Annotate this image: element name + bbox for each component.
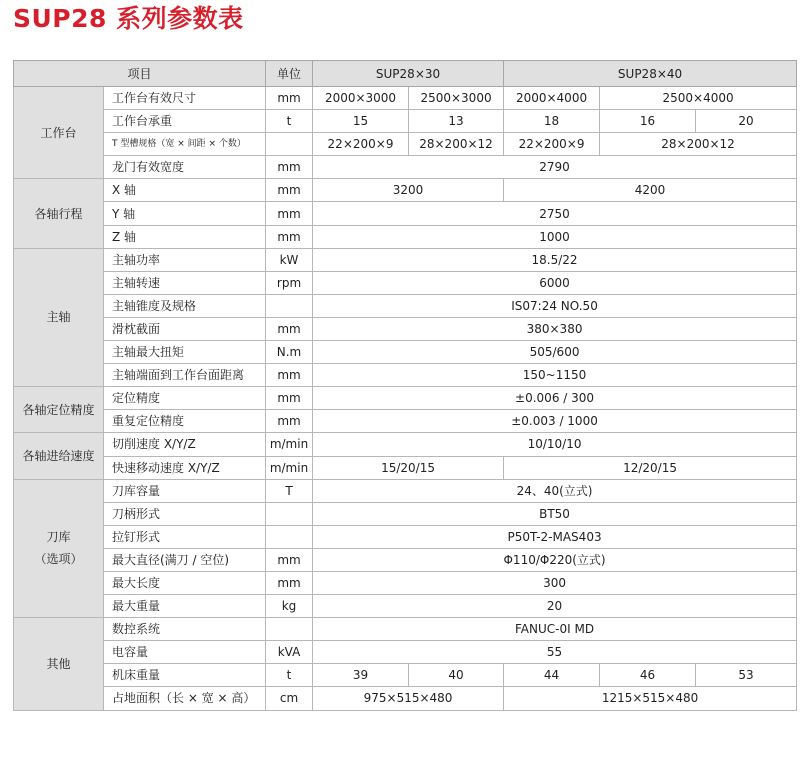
table-row <box>14 456 797 479</box>
row-unit: t <box>266 664 313 687</box>
table-row <box>14 548 797 571</box>
group-tool-magazine-title: 刀库 <box>46 530 71 545</box>
row-unit: mm <box>266 179 313 202</box>
cell-value: 2000×3000 <box>313 87 409 110</box>
row-label: 切削速度 X/Y/Z <box>104 433 266 456</box>
row-unit: T <box>266 479 313 502</box>
row-unit: mm <box>266 548 313 571</box>
row-unit: mm <box>266 156 313 179</box>
table-row <box>14 479 797 502</box>
row-unit: mm <box>266 387 313 410</box>
row-label: 刀柄形式 <box>104 502 266 525</box>
header-unit: 单位 <box>266 61 313 87</box>
table-row <box>14 225 797 248</box>
cell-value: 20 <box>696 110 797 133</box>
row-unit: rpm <box>266 271 313 294</box>
table-row <box>14 664 797 687</box>
spec-table <box>13 60 797 711</box>
row-unit: m/min <box>266 433 313 456</box>
table-row <box>14 525 797 548</box>
row-label: 机床重量 <box>104 664 266 687</box>
header-item: 项目 <box>14 61 266 87</box>
row-unit: mm <box>266 571 313 594</box>
group-worktable: 工作台 <box>14 87 104 179</box>
cell-value: 44 <box>504 664 600 687</box>
row-unit <box>266 133 313 156</box>
group-axis-travel: 各轴行程 <box>14 179 104 248</box>
cell-value: 16 <box>600 110 696 133</box>
table-header-row <box>14 61 797 87</box>
cell-value: 380×380 <box>313 317 797 340</box>
row-unit: kW <box>266 248 313 271</box>
cell-value: IS07:24 NO.50 <box>313 294 797 317</box>
row-unit: mm <box>266 410 313 433</box>
row-label: 主轴锥度及规格 <box>104 294 266 317</box>
row-unit <box>266 525 313 548</box>
row-label: Z 轴 <box>104 225 266 248</box>
table-row <box>14 133 797 156</box>
cell-value: 46 <box>600 664 696 687</box>
row-unit <box>266 618 313 641</box>
table-row <box>14 202 797 225</box>
cell-value: 22×200×9 <box>504 133 600 156</box>
table-row <box>14 179 797 202</box>
cell-value: BT50 <box>313 502 797 525</box>
cell-value: FANUC-0I MD <box>313 618 797 641</box>
cell-value: 300 <box>313 571 797 594</box>
cell-value: 10/10/10 <box>313 433 797 456</box>
cell-value: 40 <box>409 664 504 687</box>
table-row <box>14 341 797 364</box>
cell-value: 55 <box>313 641 797 664</box>
cell-value: 28×200×12 <box>600 133 797 156</box>
table-row <box>14 433 797 456</box>
cell-value: 18 <box>504 110 600 133</box>
row-label: T 型槽规格（宽 × 间距 × 个数） <box>104 133 266 156</box>
table-row <box>14 87 797 110</box>
row-label: 最大重量 <box>104 595 266 618</box>
row-unit: N.m <box>266 341 313 364</box>
cell-value: 13 <box>409 110 504 133</box>
group-feed: 各轴进给速度 <box>14 433 104 479</box>
header-model-b: SUP28×40 <box>504 61 797 87</box>
row-unit <box>266 294 313 317</box>
row-label: 最大直径(满刀 / 空位) <box>104 548 266 571</box>
row-label: 拉钉形式 <box>104 525 266 548</box>
row-label: 龙门有效宽度 <box>104 156 266 179</box>
cell-value: 2500×3000 <box>409 87 504 110</box>
table-row <box>14 387 797 410</box>
row-unit: t <box>266 110 313 133</box>
table-row <box>14 364 797 387</box>
table-row <box>14 294 797 317</box>
group-tool-magazine <box>14 479 104 618</box>
row-label: 主轴端面到工作台面距离 <box>104 364 266 387</box>
cell-value: 2500×4000 <box>600 87 797 110</box>
table-row <box>14 156 797 179</box>
table-row <box>14 410 797 433</box>
cell-value: 975×515×480 <box>313 687 504 710</box>
table-row <box>14 641 797 664</box>
row-label: 电容量 <box>104 641 266 664</box>
row-label: 最大长度 <box>104 571 266 594</box>
cell-value: ±0.006 / 300 <box>313 387 797 410</box>
row-label: 占地面积（长 × 宽 × 高） <box>104 687 266 710</box>
cell-value: 2790 <box>313 156 797 179</box>
row-label: 数控系统 <box>104 618 266 641</box>
cell-value: ±0.003 / 1000 <box>313 410 797 433</box>
row-unit: mm <box>266 87 313 110</box>
row-unit <box>266 502 313 525</box>
table-row <box>14 110 797 133</box>
table-row <box>14 271 797 294</box>
row-label: Y 轴 <box>104 202 266 225</box>
table-row <box>14 248 797 271</box>
group-positioning: 各轴定位精度 <box>14 387 104 433</box>
cell-value: 505/600 <box>313 341 797 364</box>
group-spindle: 主轴 <box>14 248 104 387</box>
cell-value: 150~1150 <box>313 364 797 387</box>
cell-value: 22×200×9 <box>313 133 409 156</box>
row-label: 定位精度 <box>104 387 266 410</box>
cell-value: 53 <box>696 664 797 687</box>
table-row <box>14 618 797 641</box>
cell-value: 1000 <box>313 225 797 248</box>
row-unit: mm <box>266 202 313 225</box>
cell-value: 15 <box>313 110 409 133</box>
row-label: X 轴 <box>104 179 266 202</box>
cell-value: 1215×515×480 <box>504 687 797 710</box>
header-model-a: SUP28×30 <box>313 61 504 87</box>
cell-value: 28×200×12 <box>409 133 504 156</box>
row-unit: mm <box>266 225 313 248</box>
table-row <box>14 502 797 525</box>
cell-value: 24、40(立式) <box>313 479 797 502</box>
row-unit: cm <box>266 687 313 710</box>
row-label: 工作台承重 <box>104 110 266 133</box>
group-tool-magazine-note: （选项） <box>34 552 83 567</box>
cell-value: 20 <box>313 595 797 618</box>
group-other: 其他 <box>14 618 104 710</box>
table-row <box>14 571 797 594</box>
cell-value: 6000 <box>313 271 797 294</box>
table-row <box>14 595 797 618</box>
row-label: 刀库容量 <box>104 479 266 502</box>
table-row <box>14 687 797 710</box>
cell-value: 2750 <box>313 202 797 225</box>
row-unit: mm <box>266 364 313 387</box>
row-label: 主轴最大扭矩 <box>104 341 266 364</box>
row-label: 主轴功率 <box>104 248 266 271</box>
cell-value: 39 <box>313 664 409 687</box>
row-label: 主轴转速 <box>104 271 266 294</box>
row-unit: mm <box>266 317 313 340</box>
cell-value: 18.5/22 <box>313 248 797 271</box>
row-label: 工作台有效尺寸 <box>104 87 266 110</box>
cell-value: 4200 <box>504 179 797 202</box>
cell-value: 3200 <box>313 179 504 202</box>
cell-value: 15/20/15 <box>313 456 504 479</box>
row-unit: kg <box>266 595 313 618</box>
row-unit: m/min <box>266 456 313 479</box>
cell-value: Φ110/Φ220(立式) <box>313 548 797 571</box>
row-unit: kVA <box>266 641 313 664</box>
row-label: 重复定位精度 <box>104 410 266 433</box>
cell-value: P50T-2-MAS403 <box>313 525 797 548</box>
cell-value: 2000×4000 <box>504 87 600 110</box>
row-label: 滑枕截面 <box>104 317 266 340</box>
row-label: 快速移动速度 X/Y/Z <box>104 456 266 479</box>
cell-value: 12/20/15 <box>504 456 797 479</box>
page-title: SUP28 系列参数表 <box>13 4 244 33</box>
table-row <box>14 317 797 340</box>
